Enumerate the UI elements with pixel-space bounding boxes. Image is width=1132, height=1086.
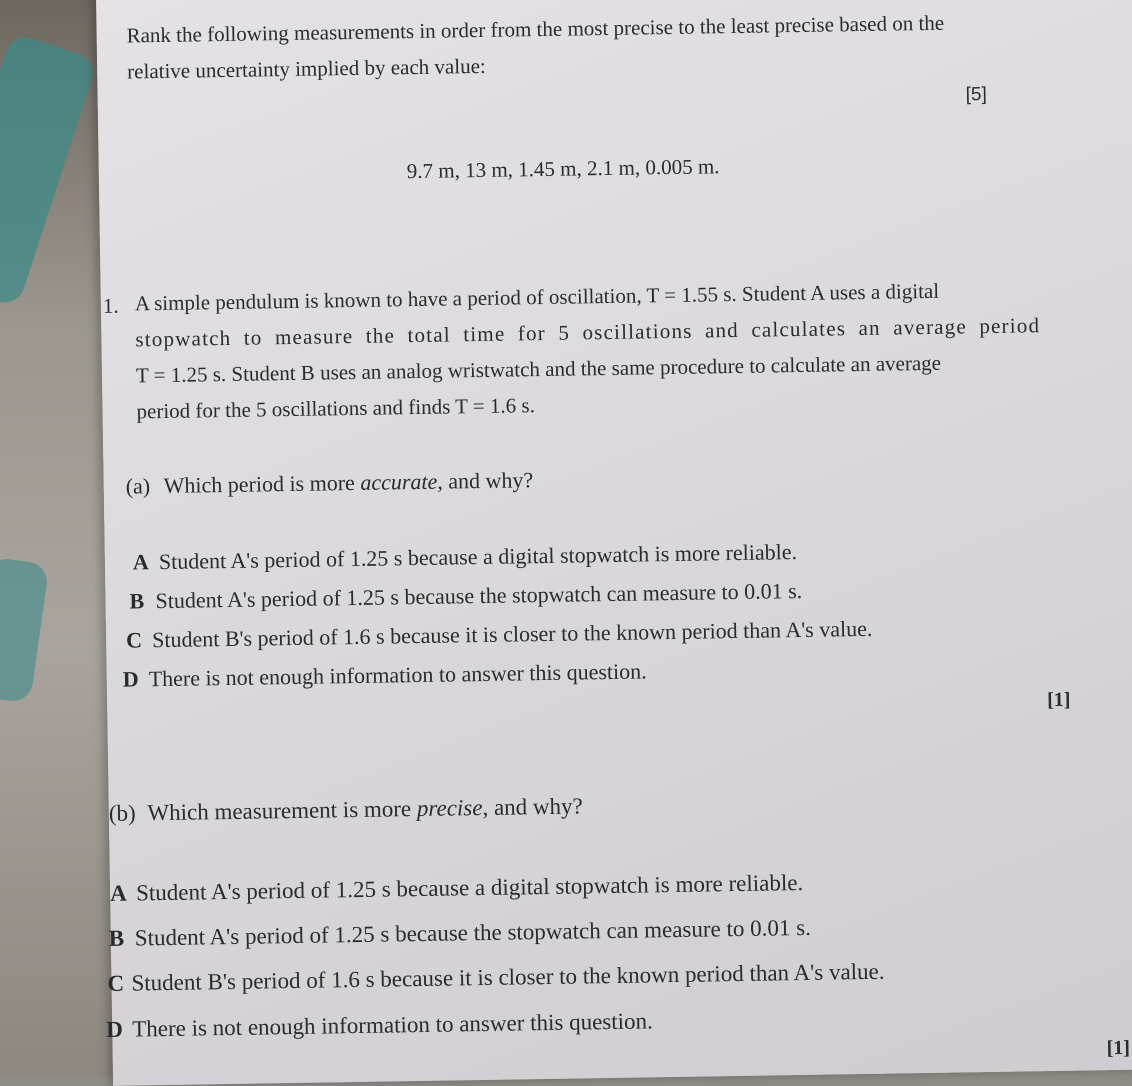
option-text: Student A's period of 1.25 s because the stopwatch can measure to 0.01 s. xyxy=(134,914,812,951)
part-b-prompt xyxy=(109,794,583,824)
question-line-2: stopwatch to measure the total time for 5 oscillations and calculates an average period xyxy=(135,313,1041,352)
part-b-label: (b) xyxy=(108,800,136,826)
option-letter: C xyxy=(107,970,125,996)
part-a-option-a[interactable] xyxy=(133,541,797,573)
part-b-prompt-before: Which measurement is more xyxy=(147,796,418,826)
option-letter: B xyxy=(129,588,145,614)
option-text: Student B's period of 1.6 s because it is closer to the known period than A's value. xyxy=(131,958,885,996)
part-b-option-c[interactable] xyxy=(107,960,884,995)
intro-line-1: Rank the following measurements in order from the most precise to the least precise based on the xyxy=(126,10,945,48)
part-a-prompt-after: , and why? xyxy=(437,467,534,494)
question-line-4: period for the 5 oscillations and finds T = 1.6 s. xyxy=(136,393,536,424)
part-a-marks: [1] xyxy=(1047,688,1071,712)
intro-marks: [5] xyxy=(965,84,987,106)
part-a-label: (a) xyxy=(125,473,151,499)
question-number: 1. xyxy=(102,293,119,318)
part-b-prompt-after: , and why? xyxy=(482,793,583,821)
part-a-option-c[interactable] xyxy=(125,615,873,653)
part-b-option-d[interactable] xyxy=(106,1009,653,1041)
question-line-3: T = 1.25 s. Student B uses an analog wristwatch and the same procedure to calculate an average xyxy=(135,350,942,388)
part-a-prompt xyxy=(126,469,534,497)
part-a-prompt-emph: accurate xyxy=(360,468,438,495)
part-b-option-a[interactable] xyxy=(110,871,803,905)
part-b-marks: [1] xyxy=(1106,1036,1131,1060)
measurement-values: 9.7 m, 13 m, 1.45 m, 2.1 m, 0.005 m. xyxy=(406,154,720,184)
option-letter: A xyxy=(109,880,127,906)
option-text: There is not enough information to answer this question. xyxy=(148,658,647,692)
part-b-option-b[interactable] xyxy=(109,916,811,950)
option-text: Student A's period of 1.25 s because a digital stopwatch is more reliable. xyxy=(135,870,804,906)
option-text: Student A's period of 1.25 s because the stopwatch can measure to 0.01 s. xyxy=(155,577,803,614)
part-a-prompt-before: Which period is more xyxy=(163,469,361,498)
option-letter: C xyxy=(125,627,143,653)
question-line-1: A simple pendulum is known to have a period of oscillation, T = 1.55 s. Student A uses a digital xyxy=(134,278,940,316)
intro-line-2: relative uncertainty implied by each value: xyxy=(127,53,486,84)
option-letter: D xyxy=(122,666,139,692)
part-a-option-d[interactable] xyxy=(123,660,647,690)
option-letter: D xyxy=(106,1016,124,1042)
part-b-prompt-emph: precise xyxy=(416,795,483,822)
option-letter: A xyxy=(132,549,149,575)
part-a-option-b[interactable] xyxy=(129,577,803,614)
option-text: Student A's period of 1.25 s because a digital stopwatch is more reliable. xyxy=(158,539,798,575)
option-letter: B xyxy=(108,925,125,951)
worksheet-page xyxy=(96,0,1132,1086)
option-text: There is not enough information to answer this question. xyxy=(132,1008,653,1042)
option-text: Student B's period of 1.6 s because it is closer to the known period than A's value. xyxy=(151,615,873,653)
